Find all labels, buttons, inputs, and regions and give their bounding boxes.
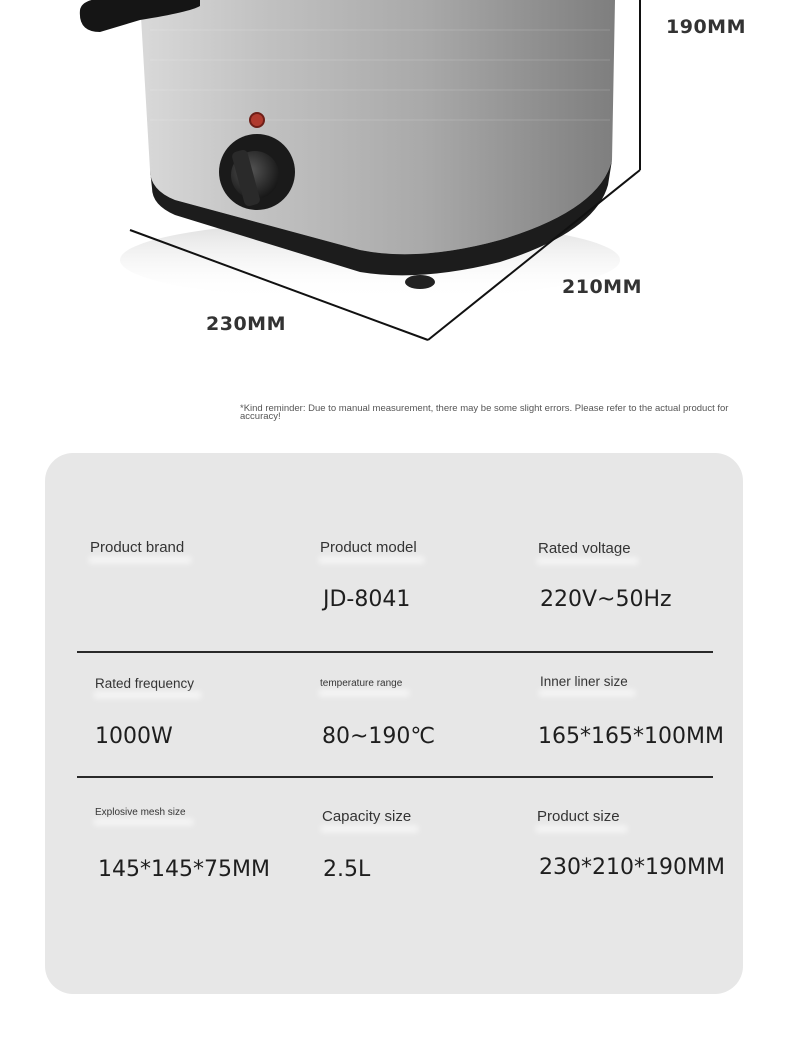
spec-value-product-size: 230*210*190MM bbox=[539, 855, 725, 880]
spec-label-product-brand: Product brand bbox=[90, 539, 185, 556]
spec-table bbox=[45, 453, 743, 994]
spec-label-capacity-size: Capacity size bbox=[322, 808, 412, 825]
spec-label-temperature-range: temperature range bbox=[320, 678, 403, 689]
spec-label-product-size: Product size bbox=[537, 808, 620, 825]
spec-label-rated-voltage: Rated voltage bbox=[538, 540, 631, 557]
depth-dimension-label: 210MM bbox=[562, 276, 642, 298]
row-divider-1 bbox=[77, 651, 713, 653]
spec-value-product-model: JD-8041 bbox=[323, 587, 411, 612]
spec-label-inner-liner-size: Inner liner size bbox=[540, 674, 628, 689]
width-dimension-label: 230MM bbox=[206, 313, 286, 335]
spec-value-rated-frequency: 1000W bbox=[95, 724, 173, 749]
spec-label-explosive-mesh-size: Explosive mesh size bbox=[95, 807, 186, 818]
spec-value-capacity-size: 2.5L bbox=[323, 857, 371, 882]
height-dimension-label: 190MM bbox=[666, 16, 746, 38]
row-divider-2 bbox=[77, 776, 713, 778]
measurement-reminder: *Kind reminder: Due to manual measurement, there may be some slight errors. Please refer to the actual product for accuracy! bbox=[240, 403, 729, 422]
fryer-foot bbox=[405, 275, 435, 289]
power-indicator-light bbox=[250, 113, 264, 127]
spec-value-explosive-mesh-size: 145*145*75MM bbox=[98, 857, 270, 882]
spec-label-rated-frequency: Rated frequency bbox=[95, 676, 195, 691]
spec-value-rated-voltage: 220V~50Hz bbox=[540, 587, 672, 612]
deep-fryer-illustration bbox=[0, 0, 790, 400]
spec-value-inner-liner-size: 165*165*100MM bbox=[538, 724, 724, 749]
spec-label-product-model: Product model bbox=[320, 539, 417, 556]
spec-value-temperature-range: 80~190℃ bbox=[322, 724, 436, 749]
